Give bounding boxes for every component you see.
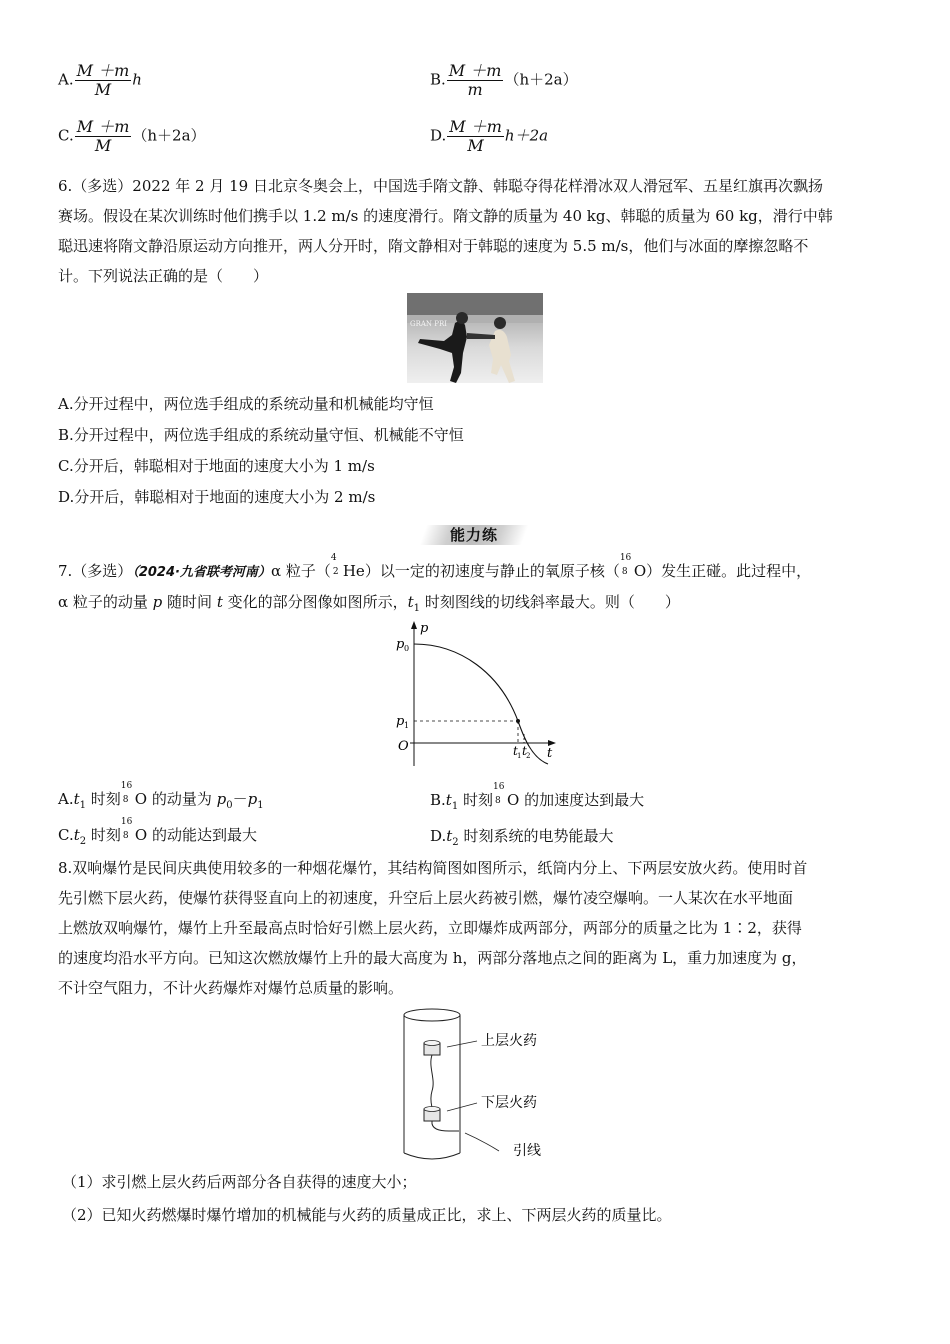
q8-stem-line: 上燃放双响爆竹，爆竹上升至最高点时恰好引燃上层火药，立即爆炸成两部分，两部分的质量之比为 1∶2，获得 [58, 919, 802, 937]
question-number: 7.（多选） [58, 562, 133, 580]
tangent-point [516, 719, 520, 723]
denominator: M [467, 136, 484, 155]
lower-powder-top [424, 1107, 440, 1112]
option-label: D. [430, 126, 447, 145]
option-label: B. [430, 70, 446, 89]
option-tail: h [132, 70, 142, 89]
p0-label: p [396, 637, 405, 652]
q6-stem-line: 计。下列说法正确的是（ ） [58, 267, 269, 285]
option-text: 时刻系统的电势能最大 [458, 827, 614, 845]
option-label: B. [430, 791, 446, 809]
q8-stem-line: 8.双响爆竹是民间庆典使用较多的一种烟花爆竹，其结构简图如图所示，纸筒内分上、下两层安放火药。使用时首 [58, 859, 808, 877]
denominator: m [467, 80, 483, 99]
variable: t [73, 790, 80, 808]
atomic-number: 2 [332, 567, 339, 577]
option-tail: （h＋2a） [504, 70, 578, 89]
numerator: M ＋m [76, 117, 130, 136]
question-source: （2024·九省联考河南） [132, 565, 271, 580]
q7-option-d [430, 825, 613, 848]
option-text: 的动量为 [147, 790, 217, 808]
mass-number: 16 [619, 553, 632, 563]
firecracker-diagram [395, 1005, 565, 1165]
mass-number: 4 [330, 553, 337, 563]
momentum-curve [414, 644, 548, 764]
lower-powder-label: 下层火药 [481, 1095, 537, 1111]
photo-banner-text: GRAN PRI [410, 320, 448, 328]
atomic-number: 8 [621, 567, 628, 577]
upper-powder-top [424, 1041, 440, 1046]
element-symbol: O [134, 790, 148, 808]
fuse-label: 引线 [513, 1143, 541, 1159]
t2-label: t [522, 744, 527, 758]
option-text: 的加速度达到最大 [519, 791, 645, 809]
variable: p [216, 790, 227, 808]
q6-stem-line: 聪迅速将隋文静沿原运动方向推开，两人分开时，隋文静相对于韩聪的速度为 5.5 m/s，他们与冰面的摩擦忽略不 [58, 237, 809, 255]
q8-sub-question-1: （1）求引燃上层火药后两部分各自获得的速度大小； [62, 1173, 417, 1191]
q6-stem-line: 6.（多选）2022 年 2 月 19 日北京冬奥会上，中国选手隋文静、韩聪夺得花样滑冰双人滑冠军、五星红旗再次飘扬 [58, 177, 823, 195]
isotope-notation [120, 817, 135, 841]
element-symbol: O [633, 562, 647, 580]
variable: t [407, 593, 414, 611]
subscript: 2 [79, 836, 87, 847]
tube-top [404, 1009, 460, 1021]
q5-option-a [58, 62, 142, 99]
stem-text: 时刻图线的切线斜率最大。则（ ） [420, 593, 680, 611]
element-symbol: He [342, 562, 365, 580]
q7-option-a [58, 781, 264, 816]
stem-text: 变化的部分图像如图所示， [222, 593, 408, 611]
section-banner [423, 523, 525, 547]
option-label: C. [58, 826, 74, 844]
option-text: 时刻 [86, 826, 121, 844]
variable: p [247, 790, 258, 808]
q8-sub-question-2: （2）已知火药燃爆时爆竹增加的机械能与火药的质量成正比，求上、下两层火药的质量比。 [62, 1206, 672, 1224]
q6-option-d: D.分开后，韩聪相对于地面的速度大小为 2 m/s [58, 488, 376, 506]
option-label: C. [58, 126, 74, 145]
subscript: 1 [451, 801, 459, 812]
variable: p [152, 593, 163, 611]
option-text: － [232, 790, 248, 808]
option-text: 的动能达到最大 [147, 826, 257, 844]
mass-number: 16 [120, 817, 133, 827]
atomic-number: 8 [122, 831, 129, 841]
isotope-notation [619, 553, 634, 577]
element-symbol: O [506, 791, 520, 809]
p-axis-arrow [411, 621, 417, 629]
isotope-notation [492, 782, 507, 806]
q5-option-b [430, 62, 578, 99]
subscript: 1 [413, 603, 421, 614]
fraction [75, 118, 132, 155]
lower-label-leader [447, 1103, 477, 1111]
t2-subscript: 2 [526, 752, 531, 760]
mass-number: 16 [492, 782, 505, 792]
atomic-number: 8 [494, 796, 501, 806]
numerator: M ＋m [448, 61, 502, 80]
q6-option-c: C.分开后，韩聪相对于地面的速度大小为 1 m/s [58, 457, 375, 475]
fraction [75, 62, 132, 99]
option-text: 时刻 [86, 790, 121, 808]
tube-bottom [404, 1153, 460, 1159]
figure-skating-photo [407, 293, 543, 383]
subscript: 0 [226, 800, 233, 811]
isotope-notation [330, 553, 343, 577]
upper-powder-label: 上层火药 [481, 1033, 537, 1049]
fraction [447, 62, 504, 99]
inner-fuse [431, 1055, 433, 1109]
stem-text: ）以一定的初速度与静止的氧原子核（ [364, 562, 620, 580]
variable: t [73, 826, 80, 844]
subscript: 2 [452, 837, 459, 848]
p-axis-label: p [420, 621, 429, 636]
option-label: D. [430, 827, 447, 845]
stem-text: α 粒子（ [270, 562, 331, 580]
p1-subscript: 1 [404, 721, 410, 730]
variable: t [216, 593, 223, 611]
q5-option-c [58, 118, 206, 155]
denominator: M [94, 80, 112, 99]
subscript: 1 [79, 800, 87, 811]
option-label: A. [58, 70, 74, 89]
fraction [447, 118, 504, 155]
outer-fuse [432, 1121, 459, 1131]
t-axis-label: t [547, 746, 553, 761]
fuse-label-leader [465, 1133, 499, 1151]
upper-label-leader [447, 1041, 477, 1047]
stem-text: α 粒子的动量 [58, 593, 153, 611]
denominator: M [94, 136, 112, 155]
option-tail: h＋2a [504, 126, 549, 145]
q7-stem-line-1 [58, 553, 893, 583]
numerator: M ＋m [76, 61, 130, 80]
p1-label: p [396, 714, 405, 729]
atomic-number: 8 [122, 795, 129, 805]
q8-stem-line: 先引燃下层火药，使爆竹获得竖直向上的初速度，升空后上层火药被引燃，爆竹凌空爆响。一人某次在水平地面 [58, 889, 794, 907]
p0-subscript: 0 [404, 644, 410, 653]
subscript: 1 [257, 800, 264, 811]
q6-option-a: A.分开过程中，两位选手组成的系统动量和机械能均守恒 [58, 395, 434, 413]
q8-stem-line: 不计空气阻力，不计火药爆炸对爆竹总质量的影响。 [58, 979, 404, 997]
origin-label: O [398, 739, 409, 754]
isotope-notation [120, 781, 135, 805]
stem-text: 随时间 [162, 593, 217, 611]
q6-stem-line: 赛场。假设在某次训练时他们携手以 1.2 m/s 的速度滑行。隋文静的质量为 40 kg、韩聪的质量为 60 kg，滑行中韩 [58, 207, 833, 225]
q6-option-b: B.分开过程中，两位选手组成的系统动量守恒、机械能不守恒 [58, 426, 464, 444]
option-tail: （h＋2a） [132, 126, 206, 145]
section-title: 能力练 [449, 526, 498, 544]
numerator: M ＋m [449, 117, 502, 136]
q7-stem-line-2 [58, 592, 893, 619]
q7-option-c [58, 817, 257, 852]
q7-option-b [430, 782, 645, 812]
q8-stem-line: 的速度均沿水平方向。已知这次燃放爆竹上升的最大高度为 h，两部分落地点之间的距离为 L，重力加速度为 g， [58, 949, 807, 967]
option-text: 时刻 [458, 791, 493, 809]
stem-text: ）发生正碰。此过程中， [646, 562, 812, 580]
t1-subscript: 1 [517, 752, 522, 760]
t1-label: t [513, 744, 518, 758]
q5-option-d [430, 118, 548, 155]
momentum-time-graph [390, 618, 565, 768]
option-label: A. [58, 790, 74, 808]
element-symbol: O [134, 826, 148, 844]
mass-number: 16 [120, 781, 133, 791]
skaters-illustration [407, 293, 543, 383]
variable: t [445, 791, 452, 809]
variable: t [446, 827, 453, 845]
